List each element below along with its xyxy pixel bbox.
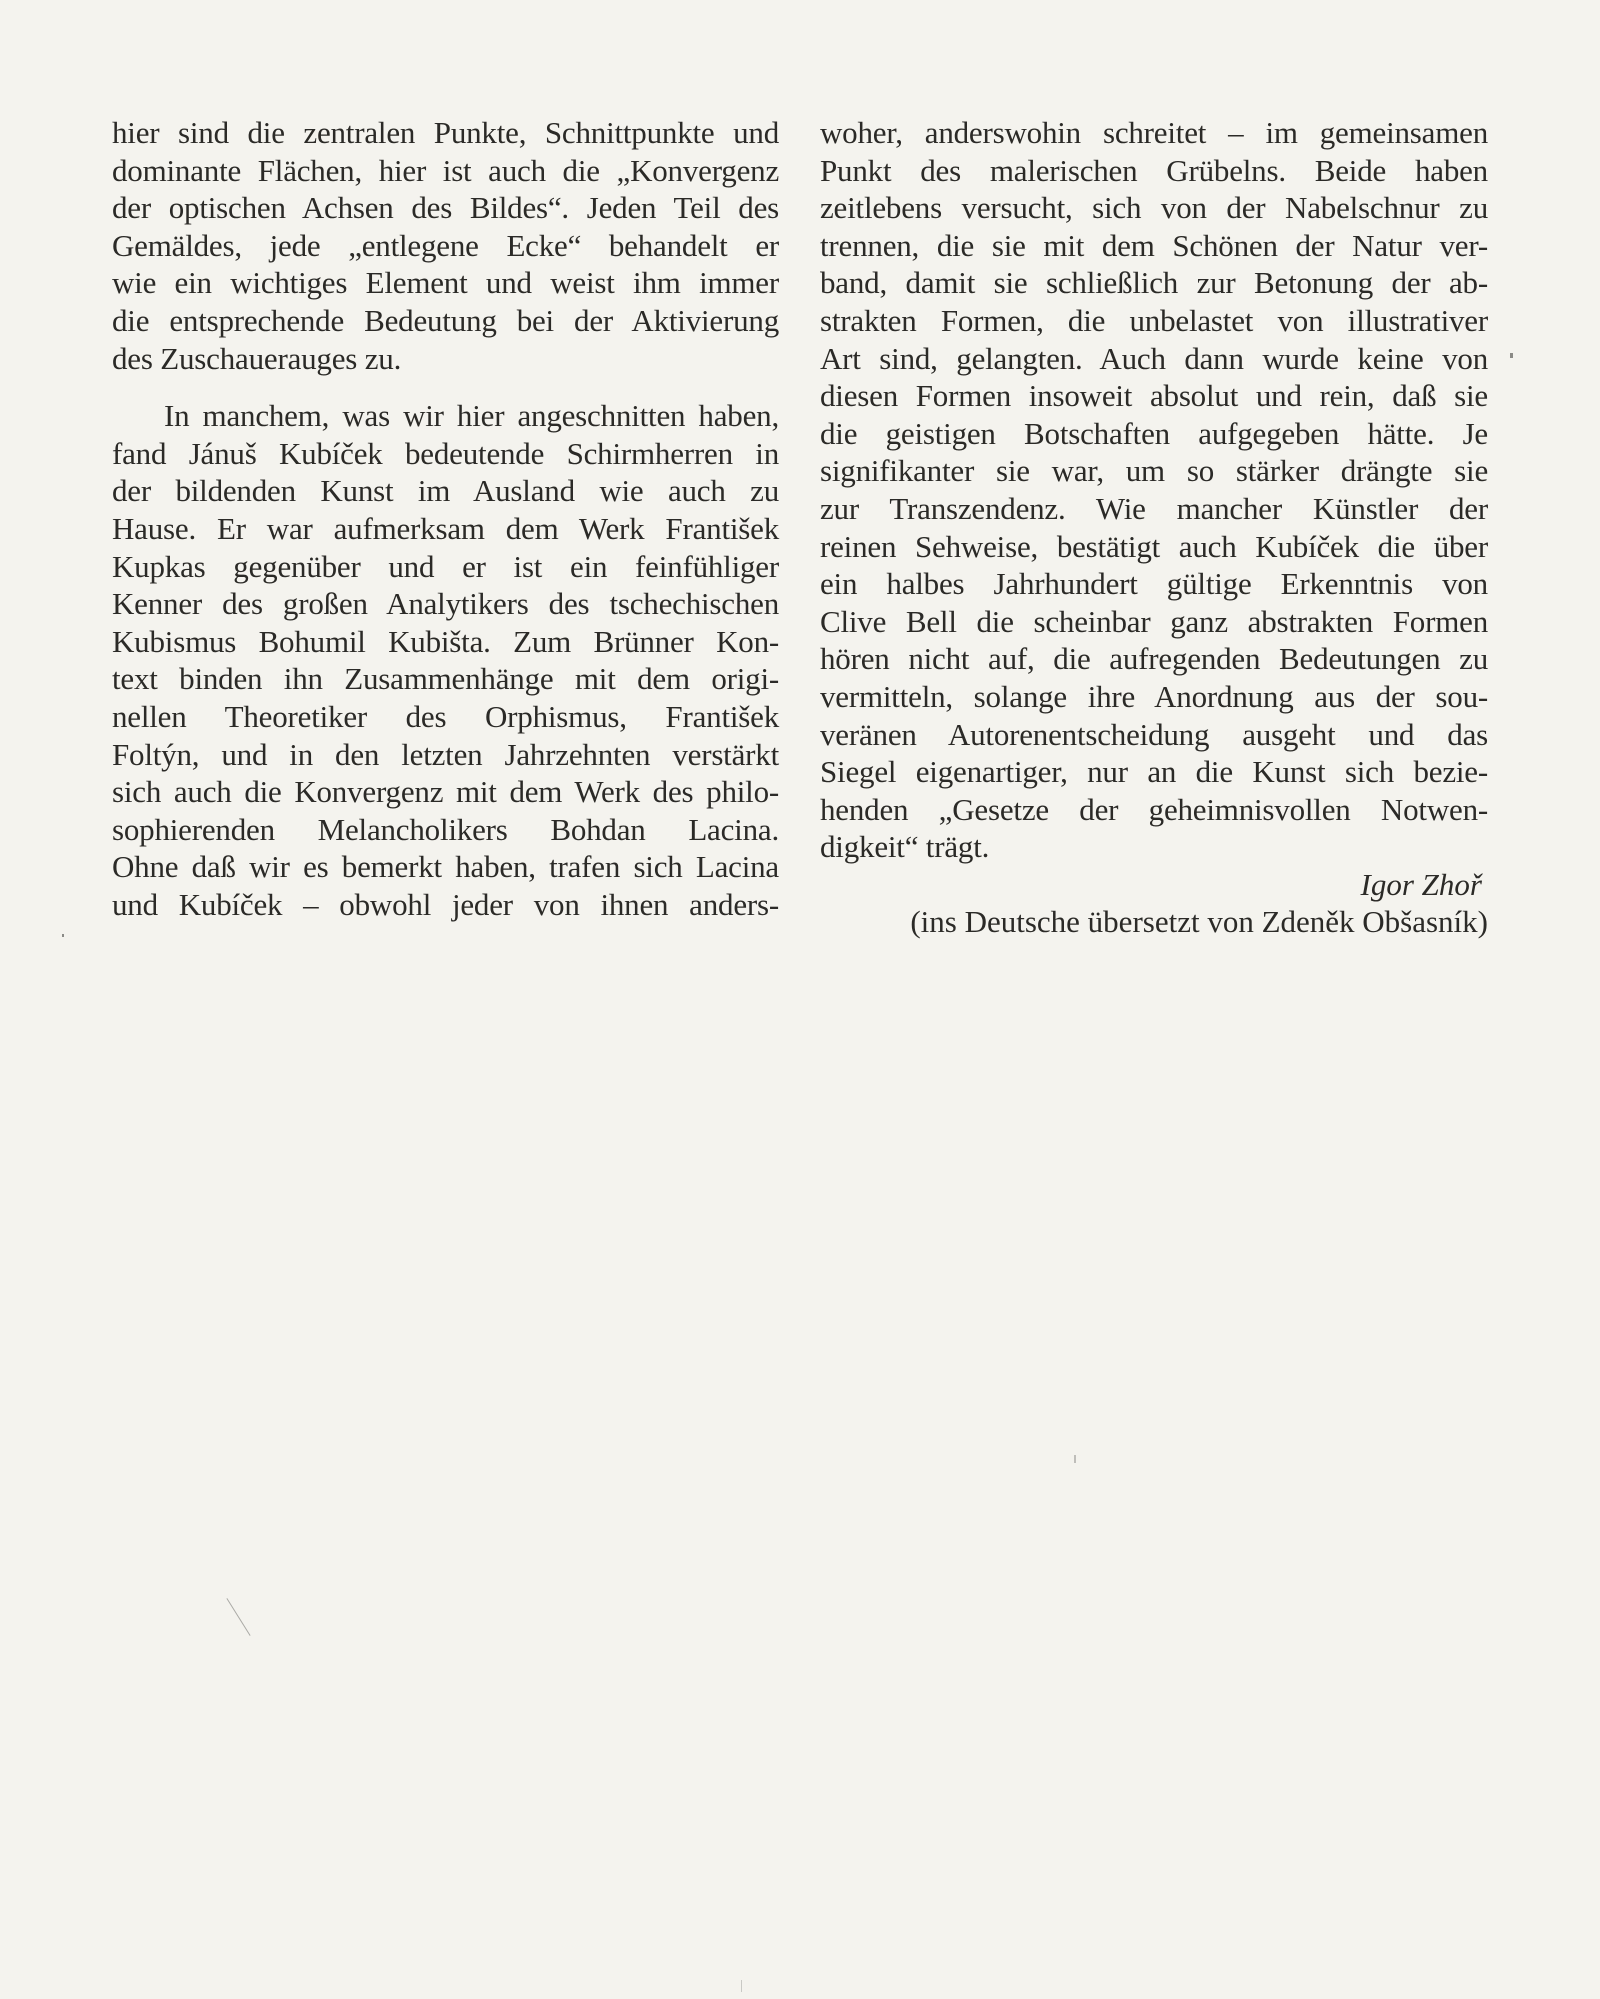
- scan-speck: [62, 934, 64, 937]
- text-line: Kenner des großen Analytikers des tschechischen: [112, 586, 779, 622]
- text-line: fand Jánuš Kubíček bedeutende Schirmherren in: [112, 435, 779, 471]
- text-line: ein halbes Jahrhundert gültige Erkenntnis von: [820, 566, 1488, 602]
- text-line: henden „Gesetze der geheimnisvollen Notwen-: [820, 791, 1488, 827]
- text-line: der optischen Achsen des Bildes“. Jeden Teil des: [112, 190, 779, 226]
- paragraph-2: [112, 397, 779, 923]
- text-line: veränen Autorenentscheidung ausgeht und das: [820, 716, 1488, 752]
- paragraph-gap: [112, 377, 779, 397]
- text-line: signifikanter sie war, um so stärker drängte sie: [820, 453, 1488, 489]
- paragraph-3: [820, 114, 1488, 866]
- text-line: Ohne daß wir es bemerkt haben, trafen sich Lacina: [112, 849, 779, 885]
- text-line: zur Transzendenz. Wie mancher Künstler der: [820, 490, 1488, 526]
- text-line: Punkt des malerischen Grübelns. Beide haben: [820, 152, 1488, 188]
- text-line: digkeit“ trägt.: [820, 829, 990, 865]
- text-line: Art sind, gelangten. Auch dann wurde keine von: [820, 340, 1488, 376]
- translator-credit: (ins Deutsche übersetzt von Zdeněk Obšasník): [910, 904, 1488, 940]
- text-line: vermitteln, solange ihre Anordnung aus der sou-: [820, 678, 1488, 714]
- author-signature: Igor Zhoř: [1360, 866, 1482, 902]
- scan-speck: [1074, 1455, 1076, 1463]
- text-line: diesen Formen insoweit absolut und rein, daß sie: [820, 378, 1488, 414]
- text-line: der bildenden Kunst im Ausland wie auch zu: [112, 473, 779, 509]
- text-line: text binden ihn Zusammenhänge mit dem origi-: [112, 661, 779, 697]
- text-line: trennen, die sie mit dem Schönen der Natur ver-: [820, 227, 1488, 263]
- text-line: band, damit sie schließlich zur Betonung der ab-: [820, 265, 1488, 301]
- text-line: Siegel eigenartiger, nur an die Kunst sich bezie-: [820, 754, 1488, 790]
- text-line: wie ein wichtiges Element und weist ihm immer: [112, 265, 779, 301]
- left-column: [112, 114, 779, 923]
- scan-speck: [226, 1598, 250, 1636]
- scan-speck: [1510, 353, 1513, 358]
- text-line: woher, anderswohin schreitet – im gemeinsamen: [820, 115, 1488, 150]
- text-line: sophierenden Melancholikers Bohdan Lacina.: [112, 811, 779, 847]
- text-line: strakten Formen, die unbelastet von illustrativer: [820, 302, 1488, 338]
- text-line: hier sind die zentralen Punkte, Schnittpunkte und: [112, 115, 779, 150]
- text-line: sich auch die Konvergenz mit dem Werk des philo-: [112, 774, 779, 810]
- right-column: [820, 114, 1488, 941]
- text-line: hören nicht auf, die aufregenden Bedeutungen zu: [820, 641, 1488, 677]
- text-line: Kubismus Bohumil Kubišta. Zum Brünner Kon-: [112, 623, 779, 659]
- text-line: reinen Sehweise, bestätigt auch Kubíček die über: [820, 528, 1488, 564]
- text-line: Gemäldes, jede „entlegene Ecke“ behandelt er: [112, 227, 779, 263]
- paragraph-1: [112, 114, 779, 377]
- text-line: Kupkas gegenüber und er ist ein feinfühliger: [112, 548, 779, 584]
- text-line: Foltýn, und in den letzten Jahrzehnten verstärkt: [112, 736, 779, 772]
- text-line: des Zuschauerauges zu.: [112, 340, 402, 376]
- text-line: Clive Bell die scheinbar ganz abstrakten Formen: [820, 603, 1488, 639]
- text-line: Hause. Er war aufmerksam dem Werk František: [112, 510, 779, 546]
- text-line: und Kubíček – obwohl jeder von ihnen anders-: [112, 886, 779, 922]
- text-line: die geistigen Botschaften aufgegeben hätte. Je: [820, 415, 1488, 451]
- text-line: dominante Flächen, hier ist auch die „Konvergenz: [112, 152, 779, 188]
- text-line: zeitlebens versucht, sich von der Nabelschnur zu: [820, 190, 1488, 226]
- text-line: nellen Theoretiker des Orphismus, František: [112, 698, 779, 734]
- scan-speck: [741, 1980, 742, 1992]
- text-line: die entsprechende Bedeutung bei der Aktivierung: [112, 302, 779, 338]
- text-line: In manchem, was wir hier angeschnitten haben,: [164, 398, 779, 434]
